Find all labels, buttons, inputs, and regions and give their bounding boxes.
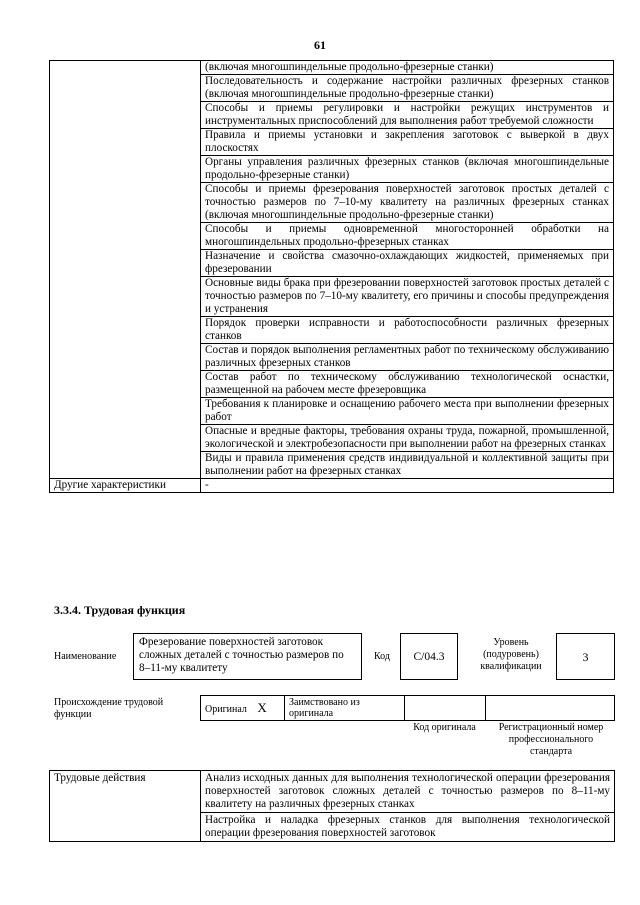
- table-row: [50, 61, 614, 75]
- table-cell: Назначение и свойства смазочно-охлаждающих жидкостей, применяемых при фрезеровании: [201, 250, 614, 277]
- table-cell: Способы и приемы одновременной многосторонней обработки на многошпиндельных продольно-фрезерных станках: [201, 223, 614, 250]
- table-row: [50, 479, 614, 493]
- table-cell: Требования к планировке и оснащению рабочего места при выполнении фрезерных работ: [201, 398, 614, 425]
- table-cell: Правила и приемы установки и закрепления заготовок с выверкой в двух плоскостях: [201, 129, 614, 156]
- other-characteristics-label: Другие характеристики: [50, 479, 201, 493]
- table-cell: Состав и порядок выполнения регламентных работ по техническому обслуживанию различных фрезерных станков: [201, 344, 614, 371]
- table-cell: Состав работ по техническому обслуживанию технологической оснастки, размещенной на рабочем месте фрезеровщика: [201, 371, 614, 398]
- origin-label: Происхождение трудовой функции: [54, 697, 164, 720]
- actions-label: Трудовые действия: [50, 771, 201, 842]
- table-cell: Виды и правила применения средств индивидуальной и коллективной защиты при выполнении работ на фрезерных станках: [201, 452, 614, 479]
- table-row: [201, 696, 615, 721]
- table-cell: Опасные и вредные факторы, требования охраны труда, пожарной, промышленной, экологической и электробезопасности при выполнении работ на фрезерных станках: [201, 425, 614, 452]
- reg-number-caption: Регистрационный номер профессионального стандарта: [498, 722, 604, 757]
- origin-table: [200, 695, 615, 721]
- level-box: 3: [556, 633, 615, 680]
- table-cell: Основные виды брака при фрезеровании поверхностей заготовок простых деталей с точностью размеров по 7–10-му квалитету, его причины и способы предупреждения и устранения: [201, 277, 614, 317]
- name-label: Наименование: [54, 651, 117, 662]
- borrowed-label: Заимствовано из оригинала: [285, 696, 405, 721]
- original-mark: X: [257, 699, 267, 715]
- table-cell: Последовательность и содержание настройки различных фрезерных станков (включая многошпиндельные продольно-фрезерные станки): [201, 75, 614, 102]
- other-characteristics-value: -: [201, 479, 614, 493]
- code-original-caption: Код оригинала: [413, 722, 476, 733]
- reg-number-cell: [486, 696, 615, 721]
- function-code-box: C/04.3: [400, 633, 458, 680]
- table-cell: (включая многошпиндельные продольно-фрезерные станки): [201, 61, 614, 75]
- table-cell: Анализ исходных данных для выполнения технологической операции фрезерования поверхностей заготовок сложных деталей с точностью размеров по 8–11-му квалитету на различных фрезерных станках: [201, 771, 615, 813]
- function-name-box: Фрезерование поверхностей заготовок сложных деталей с точностью размеров по 8–11-му квалитету: [133, 633, 362, 680]
- code-label: Код: [374, 651, 390, 662]
- table-cell: Способы и приемы фрезерования поверхностей заготовок простых деталей с точностью размеров по 7–10-му квалитету на различных фрезерных станках (включая многошпиндельные продольно-фрезерные станки): [201, 183, 614, 223]
- table-cell: Настройка и наладка фрезерных станков для выполнения технологической операции фрезерования поверхностей заготовок: [201, 813, 615, 842]
- actions-table: [49, 770, 615, 842]
- table-cell: Порядок проверки исправности и работоспособности различных фрезерных станков: [201, 317, 614, 344]
- table-cell: Способы и приемы регулировки и настройки режущих инструментов и инструментальных приспособлений для выполнения работ требуемой сложности: [201, 102, 614, 129]
- knowledge-table: [49, 60, 614, 493]
- knowledge-label-cell: [50, 61, 201, 479]
- original-cell: [201, 696, 285, 721]
- level-label: Уровень (подуровень) квалификации: [480, 637, 542, 672]
- code-original-cell: [405, 696, 486, 721]
- page-number: 61: [314, 38, 326, 52]
- section-title: 3.3.4. Трудовая функция: [54, 603, 186, 617]
- table-cell: Органы управления различных фрезерных станков (включая многошпиндельные продольно-фрезерные станки): [201, 156, 614, 183]
- original-label: Оригинал: [205, 703, 247, 715]
- table-row: [50, 771, 615, 813]
